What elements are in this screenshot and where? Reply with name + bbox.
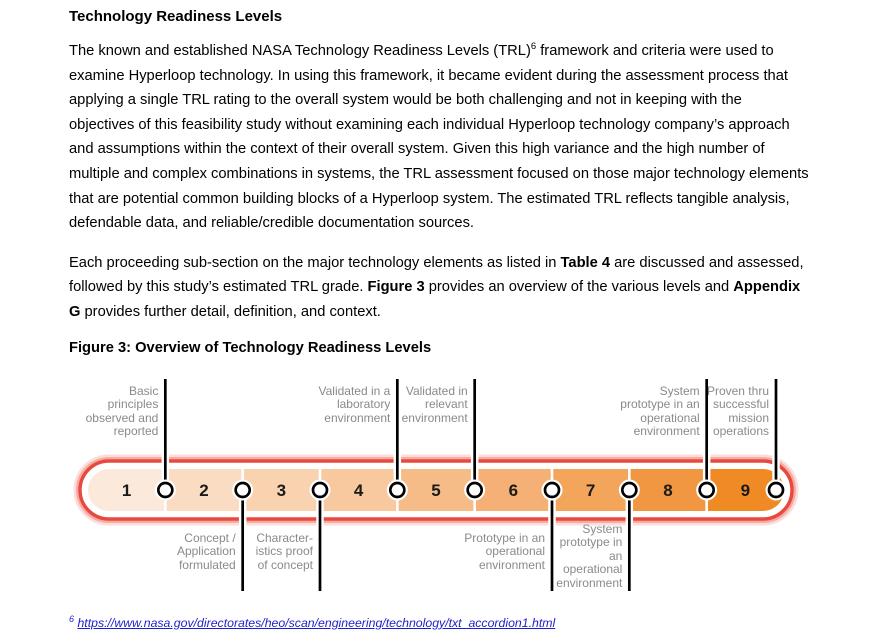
callout-label-characteristics-proof: Character- istics proof of concept (255, 530, 313, 572)
footnote (69, 612, 809, 631)
milestone-circle-system-prototype-an-operational (622, 483, 636, 497)
text-run: are discussed and assessed, followed by this study’s estimated TRL grade. (69, 254, 804, 296)
milestone-circle-system-prototype-operational (700, 483, 714, 497)
trl-level-number-7: 7 (585, 480, 596, 500)
figure-caption: Figure 3: Overview of Technology Readiness Levels (69, 339, 432, 356)
paragraph-subsections (69, 251, 809, 325)
trl-figure (72, 371, 802, 599)
text-run: provides further detail, definition, and context. (80, 303, 381, 320)
text-run: The known and established NASA Technology Readiness Levels (TRL) (69, 43, 531, 59)
trl-level-number-5: 5 (431, 480, 441, 500)
bold-reference: Table 4 (560, 254, 611, 271)
callout-label-validated-relevant: Validated in relevant environment (401, 383, 468, 425)
text-run: provides an overview of the various levels and (424, 279, 734, 296)
paragraph-trl-intro (69, 39, 809, 236)
callout-label-validated-laboratory: Validated in a laboratory environment (318, 383, 391, 425)
callout-label-proven-mission: Proven thru successful mission operations (706, 383, 769, 439)
trl-level-number-2: 2 (199, 480, 209, 500)
milestone-circle-validated-laboratory (390, 483, 404, 497)
trl-level-number-4: 4 (353, 480, 364, 500)
callout-label-prototype-operational: Prototype in an operational environment (464, 530, 545, 572)
milestone-circle-validated-relevant (468, 483, 482, 497)
bold-reference: Figure 3 (367, 279, 425, 296)
trl-level-number-9: 9 (740, 480, 751, 500)
text-run: framework and criteria were used to examine Hyperloop technology. In using this framework, it became evident during the assessment process that applying a single TRL rating to the overall system would be both challenging and not in keeping with the objectives of this feasibility study without examining each individual Hyperloop technology company’s approach and assumptions within the context of their overall system. Given this high variance and the high number of multiple and complex combinations in systems, the TRL assessment focused on those major technology elements that are potential common building blocks of a Hyperloop system. The estimated TRL reflects tangible analysis, defendable data, and reliable/credible documentation sources. (69, 43, 809, 232)
superscript-marker: 6 (530, 41, 537, 53)
milestone-circle-proven-mission (769, 483, 783, 497)
footnote-link[interactable]: https://www.nasa.gov/directorates/heo/scan/engineering/technology/txt_accordion1.html (77, 615, 556, 630)
callout-label-system-prototype-an-operational: System prototype in an operational environment (556, 521, 623, 590)
trl-level-number-8: 8 (663, 480, 673, 500)
milestone-circle-basic-principles (158, 483, 172, 497)
trl-level-number-3: 3 (276, 480, 287, 500)
callout-label-concept-application: Concept / Application formulated (176, 530, 236, 572)
callout-label-system-prototype-operational: System prototype in an operational environment (620, 383, 700, 439)
callout-label-basic-principles: Basic principles observed and reported (85, 383, 159, 439)
trl-level-number-6: 6 (508, 480, 519, 500)
bold-reference: Appendix G (69, 279, 801, 320)
milestone-circle-prototype-operational (545, 483, 559, 497)
milestone-circle-characteristics-proof (313, 483, 327, 497)
text-run: Each proceeding sub-section on the major technology elements as listed in (69, 254, 561, 271)
footnote-marker: 6 (69, 613, 75, 624)
trl-level-number-1: 1 (121, 480, 132, 500)
milestone-circle-concept-application (236, 483, 250, 497)
page-title: Technology Readiness Levels (69, 8, 283, 25)
